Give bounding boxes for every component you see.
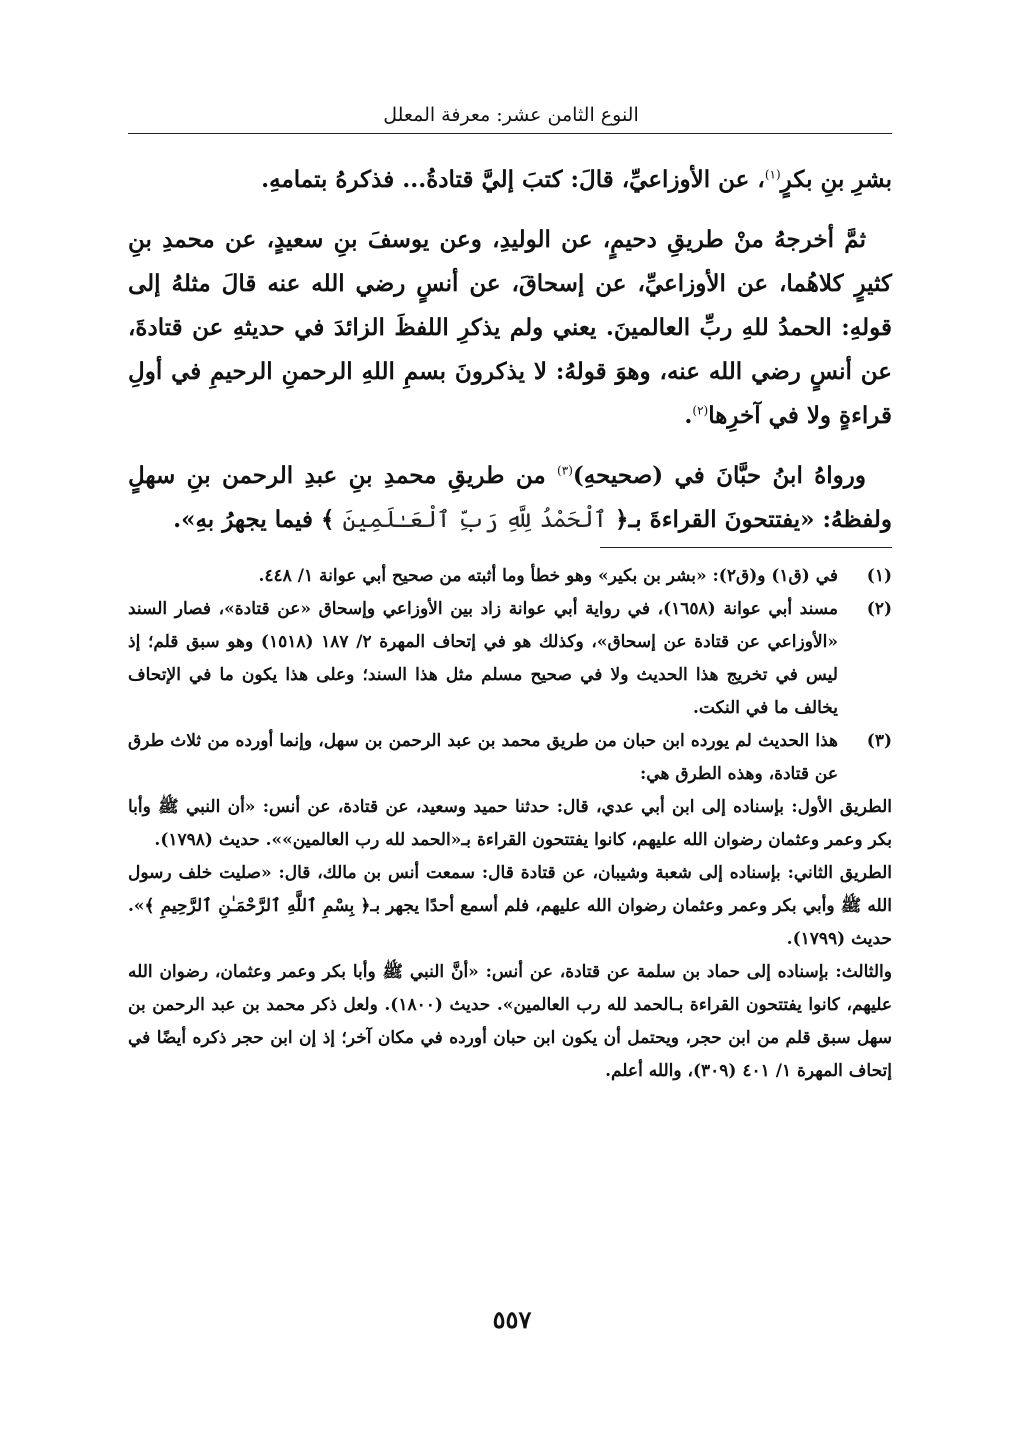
running-header: النوع الثامن عشر: معرفة المعلل — [383, 104, 639, 126]
main-paragraph-3 — [128, 454, 892, 542]
footnote-number: (٣) — [866, 731, 892, 751]
quran-verse: ٱلْحَمْدُ لِلَّهِ رَبِّ ٱلْعَـٰلَمِينَ — [342, 507, 608, 533]
footnote-body — [128, 560, 838, 593]
footnote-body — [128, 791, 892, 1088]
footnote-ref-1[interactable]: (١) — [764, 167, 781, 182]
footnote-text: مسند أبي عوانة (١٦٥٨)، في رواية أبي عوانة زاد بين الأوزاعي وإسحاق «عن قتادة»، فصار السند «الأوزاعي عن قتادة عن إسحاق»، وكذلك هو في إتحاف المهرة ٢/ ١٨٧ (١٥١٨) وهو سبق قلم؛ إذ ليس في تخريج هذا الحديث ولا في صحيح مسلم مثل هذا السند؛ وعلى هذا يكون ما في الإتحاف يخالف ما في النكت. — [128, 599, 838, 718]
footnote-body — [128, 593, 838, 725]
footnote-number: (٢) — [866, 599, 892, 619]
p1-text-a: بشرِ بنِ بكرٍ — [780, 166, 892, 193]
footnote-text: في (ق١) و(ق٢): «بشر بن بكير» وهو خطأ وما أثبته من صحيح أبي عوانة ١/ ٤٤٨. — [258, 566, 838, 586]
footnote-number: (١) — [866, 566, 892, 586]
p2-text-b: . — [684, 402, 693, 429]
footnote-text-route-1: الطريق الأول: بإسناده إلى ابن أبي عدي، قال: حدثنا حميد وسعيد، عن قتادة، عن أنس: «أن النبي ﷺ وأبا بكر وعمر وعثمان رضوان الله عليهم، كانوا يفتتحون القراءة بـ«الحمد لله رب العالمين»». حديث (١٧٩٨). — [128, 797, 892, 850]
main-paragraph-2 — [128, 218, 892, 438]
main-text — [128, 158, 892, 542]
footnote-text-route-2: الطريق الثاني: بإسناده إلى شعبة وشيبان، عن قتادة قال: سمعت أنس بن مالك، قال: «صليت خلف رسول الله ﷺ وأبي بكر وعمر وعثمان رضوان الله عليهم، فلم أسمع أحدًا يجهر بـ﴿ بِسْمِ ٱللَّهِ ٱلرَّحْمَـٰنِ ٱلرَّحِيمِ ﴾». حديث (١٧٩٩). — [128, 863, 892, 949]
p3-text-a: ورواهُ ابنُ حبَّانَ في (صحيحهِ) — [572, 462, 866, 489]
footnote-text-route-3: والثالث: بإسناده إلى حماد بن سلمة عن قتادة، عن أنس: «أنَّ النبي ﷺ وأبا بكر وعمر وعثمان، رضوان الله عليهم، كانوا يفتتحون القراءة بـالحمد لله رب العالمين». حديث (١٨٠٠). ولعل ذكر محمد بن عبد الرحمن بن سهل سبق قلم من ابن حجر، ويحتمل أن يكون ابن حبان أورده في مكان آخر؛ إذ إن ابن حجر ذكره أيضًا في إتحاف المهرة ١/ ٤٠١ (٣٠٩)، والله أعلم. — [128, 962, 892, 1081]
footnote-separator — [600, 547, 892, 548]
p1-text-b: ، عن الأوزاعيِّ، قالَ: كتبَ إليَّ قتادةُ... فذكرهُ بتمامهِ. — [261, 166, 765, 193]
footnote-body — [128, 725, 838, 791]
footnote-text: هذا الحديث لم يورده ابن حبان من طريق محمد بن عبد الرحمن بن سهل، وإنما أورده من ثلاث طرق عن قتادة، وهذه الطرق هي: — [128, 731, 838, 784]
page-number: ٥٥٧ — [492, 1305, 532, 1334]
p3-text-b: من طريقِ محمدِ بنِ عبدِ الرحمن بنِ سهلٍ ولفظهُ: «يفتتحونَ القراءةَ بـ﴿ — [128, 462, 892, 533]
main-paragraph-1 — [128, 158, 892, 202]
p3-text-c: ﴾ فيما يجهرُ بهِ». — [173, 506, 343, 533]
footnotes — [128, 560, 892, 1088]
footnote-ref-2[interactable]: (٢) — [692, 403, 709, 418]
header-rule — [128, 133, 892, 134]
footnote-2 — [128, 593, 892, 725]
footnote-3-continued — [128, 791, 892, 1088]
footnote-1 — [128, 560, 892, 593]
footnote-ref-3[interactable]: (٣) — [557, 463, 573, 478]
p2-text-a: ثمَّ أخرجهُ منْ طريقِ دحيمٍ، عن الوليدِ، وعن يوسفَ بنِ سعيدٍ، عن محمدِ بنِ كثيرٍ كلاهُما، عن الأوزاعيِّ، عن إسحاقَ، عن أنسٍ رضي الله عنه قالَ مثلهُ إلى قولهِ: الحمدُ للهِ ربِّ العالمينَ. يعني ولم يذكرِ اللفظَ الزائدَ في حديثهِ عن قتادةَ، عن أنسٍ رضي الله عنه، وهوَ قولهُ: لا يذكرونَ بسمِ اللهِ الرحمنِ الرحيمِ في أولِ قراءةٍ ولا في آخرِها — [128, 226, 893, 429]
footnote-3 — [128, 725, 892, 791]
